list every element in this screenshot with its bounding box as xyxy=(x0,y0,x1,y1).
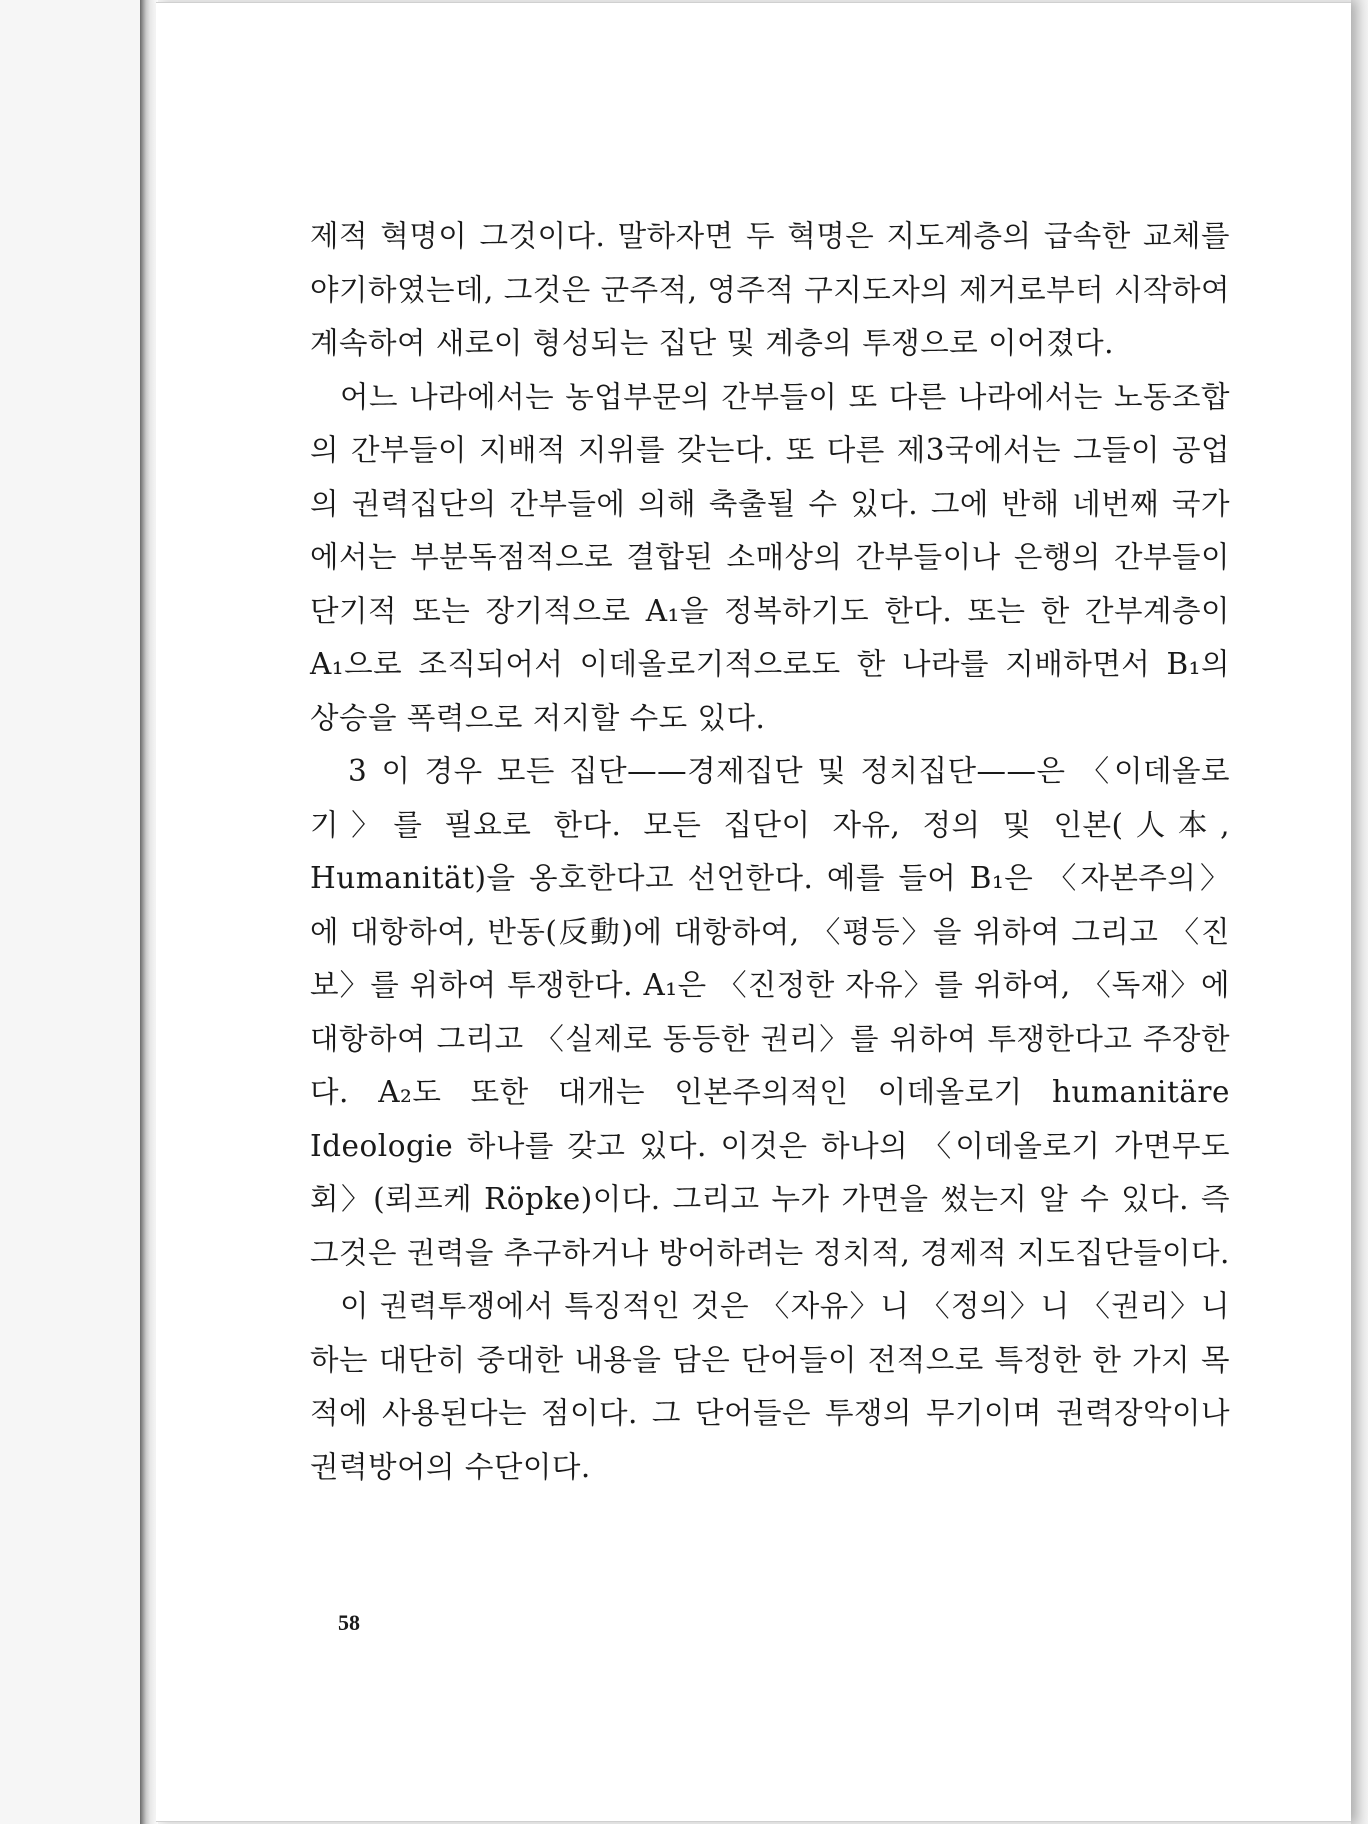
viewer-background xyxy=(0,0,142,1824)
paragraph-continuation: 제적 혁명이 그것이다. 말하자면 두 혁명은 지도계층의 급속한 교체를 야기하였는데, 그것은 군주적, 영주적 구지도자의 제거로부터 시작하여 계속하여 새로이 형성되는 집단 및 계층의 투쟁으로 이어졌다. xyxy=(310,219,1230,360)
paragraph-power-struggle-words: 이 권력투쟁에서 특징적인 것은 〈자유〉니 〈정의〉니 〈권리〉니 하는 대단히 중대한 내용을 담은 단어들이 전적으로 특정한 한 가지 목적에 사용된다는 점이다. 그 단어들은 투쟁의 무기이며 권력장악이나 권력방어의 수단이다. xyxy=(310,1289,1230,1484)
page-body-text xyxy=(310,210,1230,1494)
paragraph-section-3-ideology: 3 이 경우 모든 집단——경제집단 및 정치집단——은 〈이데올로기〉를 필요로 한다. 모든 집단이 자유, 정의 및 인본(人本, Humanität)을 옹호한다고 선언한다. 예를 들어 B₁은 〈자본주의〉에 대항하여, 반동(反動)에 대항하여, 〈평등〉을 위하여 그리고 〈진보〉를 위하여 투쟁한다. A₁은 〈진정한 자유〉를 위하여, 〈독재〉에 대항하여 그리고 〈실제로 동등한 권리〉를 위하여 투쟁한다고 주장한다. A₂도 또한 대개는 인본주의적인 이데올로기 humanitäre Ideologie 하나를 갖고 있다. 이것은 하나의 〈이데올로기 가면무도회〉(뢰프케 Röpke)이다. 그리고 누가 가면을 썼는지 알 수 있다. 즉 그것은 권력을 추구하거나 방어하려는 정치적, 경제적 지도집단들이다. xyxy=(310,754,1230,1270)
viewer-right-shadow xyxy=(1351,0,1368,1824)
page-number: 58 xyxy=(338,1610,360,1635)
paragraph-leadership-groups: 어느 나라에서는 농업부문의 간부들이 또 다른 나라에서는 노동조합의 간부들이 지배적 지위를 갖는다. 또 다른 제3국에서는 그들이 공업의 권력집단의 간부들에 의해 축출될 수 있다. 그에 반해 네번째 국가에서는 부분독점적으로 결합된 소매상의 간부들이나 은행의 간부들이 단기적 또는 장기적으로 A₁을 정복하기도 한다. 또는 한 간부계층이 A₁으로 조직되어서 이데올로기적으로도 한 나라를 지배하면서 B₁의 상승을 폭력으로 저지할 수도 있다. xyxy=(310,379,1230,735)
